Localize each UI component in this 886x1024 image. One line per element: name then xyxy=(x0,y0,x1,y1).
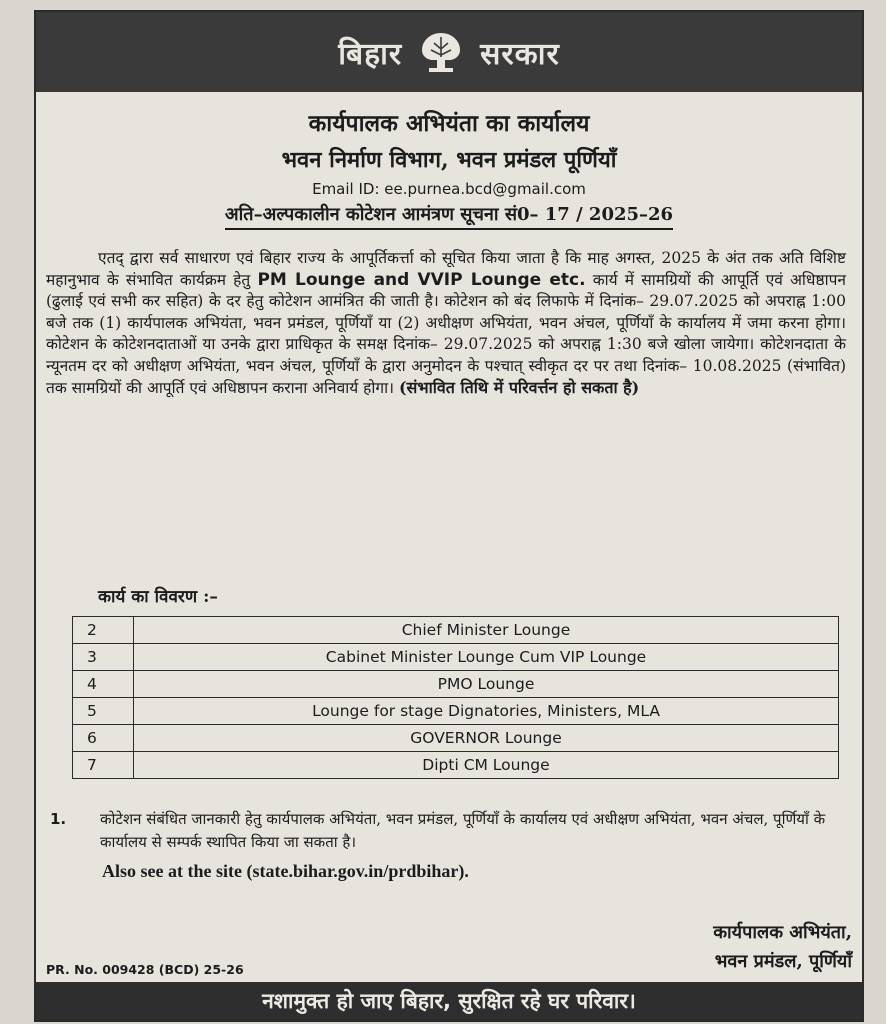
banner-inner xyxy=(338,29,560,75)
contact-note xyxy=(50,808,850,883)
notice-title: अति–अल्पकालीन कोटेशन आमंत्रण सूचना सं0– 17 / 2025–26 xyxy=(225,202,673,230)
table-row xyxy=(73,752,839,779)
email-id: Email ID: ee.purnea.bcd@gmail.com xyxy=(312,180,586,198)
website-reference: Also see at the site (state.bihar.gov.in/prdbihar). xyxy=(102,861,469,881)
row-description: Dipti CM Lounge xyxy=(134,752,839,779)
note-text: कोटेशन संबंधित जानकारी हेतु कार्यपालक अभियंता, भवन प्रमंडल, पूर्णियाँ के कार्यालय एवं अधीक्षण अभियंता, भवन अंचल, पूर्णियाँ के कार्यालय से सम्पर्क स्थापित किया जा सकता है। xyxy=(100,810,826,851)
body-details: कार्य में सामग्रियों की आपूर्ति एवं अधिष्ठापन (ढुलाई एवं सभी कर सहित) के दर हेतु कोटेशन आमंत्रित की जाती है। कोटेशन को बंद लिफाफे में दिनांक– 29.07.2025 को अपराह्न 1:00 बजे तक (1) कार्यपालक अभियंता, भवन प्रमंडल, पूर्णियाँ या (2) अधीक्षण अभियंता, भवन अंचल, पूर्णियाँ के कार्यालय में जमा करना होगा। कोटेशन के कोटेशनदाताओं या उनके द्वारा प्राधिकृत के समक्ष दिनांक– 29.07.2025 को अपराह्न 1:30 बजे खोला जायेगा। कोटेशनदाता के न्यूनतम दर को अधीक्षण अभियंता, भवन अंचल, पूर्णियाँ के द्वारा अनुमोदन के पश्चात् स्वीकृत दर पर तथा दिनांक– 10.08.2025 (संभावित) तक सामग्रियों की आपूर्ति एवं अधिष्ठापन कराना अनिवार्य होगा। xyxy=(46,270,847,397)
bihar-sarkar-banner xyxy=(36,12,862,92)
table-row xyxy=(73,698,839,725)
footer-slogan-banner xyxy=(36,982,862,1020)
note-number: 1. xyxy=(50,810,67,828)
work-description-heading: कार्य का विवरण :– xyxy=(98,587,218,607)
table-row xyxy=(73,644,839,671)
row-number: 6 xyxy=(73,725,134,752)
office-header xyxy=(36,100,862,230)
office-title: कार्यपालक अभियंता का कार्यालय xyxy=(308,110,590,137)
banner-word-sarkar: सरकार xyxy=(480,36,560,72)
row-number: 7 xyxy=(73,752,134,779)
row-description: Lounge for stage Dignatories, Ministers, MLA xyxy=(134,698,839,725)
table-row xyxy=(73,725,839,752)
table-row xyxy=(73,671,839,698)
row-description: Chief Minister Lounge xyxy=(134,617,839,644)
signature-office: भवन प्रमंडल, पूर्णियाँ xyxy=(714,951,852,972)
footer-slogan: नशामुक्त हो जाए बिहार, सुरक्षित रहे घर परिवार। xyxy=(262,989,636,1013)
pr-number: PR. No. 009428 (BCD) 25-26 xyxy=(46,962,244,977)
row-number: 5 xyxy=(73,698,134,725)
bodhi-tree-emblem-icon xyxy=(416,29,466,75)
row-number: 2 xyxy=(73,617,134,644)
row-description: Cabinet Minister Lounge Cum VIP Lounge xyxy=(134,644,839,671)
work-items-table xyxy=(72,616,839,779)
notice-body xyxy=(46,248,846,400)
table-row xyxy=(73,617,839,644)
body-closing-note: (संभावित तिथि में परिवर्त्तन हो सकता है) xyxy=(398,378,640,397)
body-intro: एतद् द्वारा सर्व साधारण एवं बिहार राज्य के आपूर्तिकर्त्ता को सूचित किया जाता है कि माह अगस्त, 2025 के अंत तक अति विशिष्ट महानुभाव के संभावित कार्यक्रम हेतु xyxy=(46,249,846,289)
signature-block xyxy=(713,918,852,976)
row-number: 3 xyxy=(73,644,134,671)
row-description: PMO Lounge xyxy=(134,671,839,698)
row-description: GOVERNOR Lounge xyxy=(134,725,839,752)
tender-notice xyxy=(34,10,864,1022)
department-title: भवन निर्माण विभाग, भवन प्रमंडल पूर्णियाँ xyxy=(281,147,617,173)
signature-designation: कार्यपालक अभियंता, xyxy=(713,922,852,943)
banner-word-bihar: बिहार xyxy=(338,36,403,72)
row-number: 4 xyxy=(73,671,134,698)
body-highlight: PM Lounge and VVIP Lounge etc. xyxy=(257,269,586,290)
